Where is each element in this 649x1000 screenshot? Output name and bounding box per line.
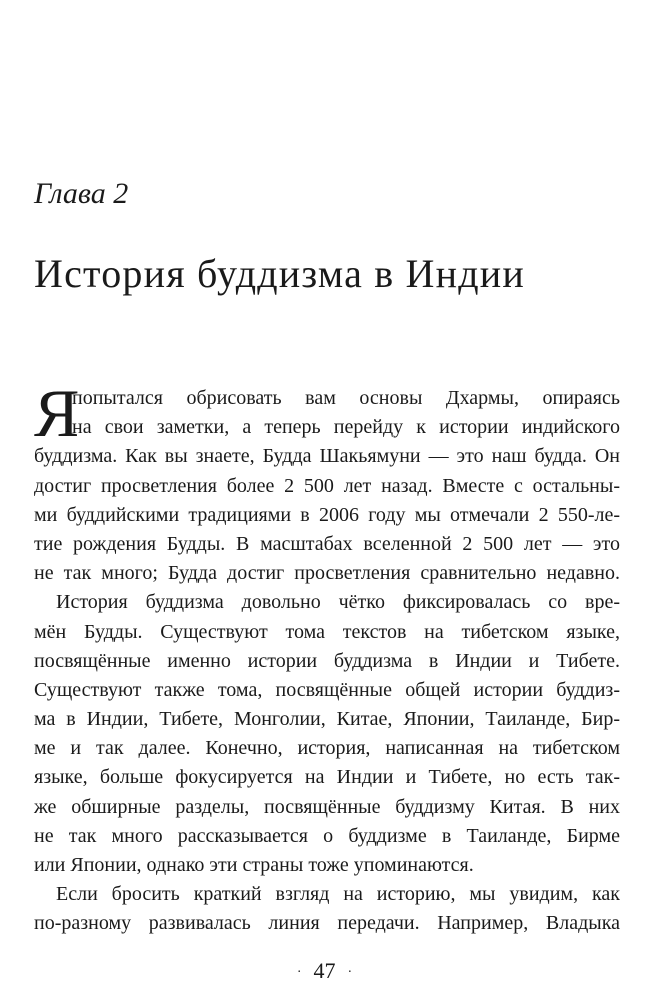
paragraph-line: ме и так далее. Конечно, история, написанная на тибетском [34, 737, 620, 760]
paragraph-line: История буддизма довольно чётко фиксировалась со вре- [56, 591, 620, 614]
paragraph-line: попытался обрисовать вам основы Дхармы, опираясь [72, 387, 620, 409]
page-number-value: 47 [313, 958, 336, 983]
paragraph-line: достиг просветления более 2 500 лет назад. Вместе с остальны- [34, 474, 620, 497]
paragraph-line: посвящённые именно истории буддизма в Индии и Тибете. [34, 649, 620, 672]
paragraph-line: по-разному развивалась линия передачи. Например, Владыка [34, 912, 620, 935]
paragraph-line: Если бросить краткий взгляд на историю, мы увидим, как [56, 883, 620, 906]
paragraph-line: на свои заметки, а теперь перейду к истории индийского [72, 416, 620, 439]
paragraph-line: или Японии, однако эти страны тоже упоминаются. [34, 854, 474, 876]
page-number [0, 958, 649, 986]
paragraph-line: Существуют также тома, посвящённые общей истории буддиз- [34, 678, 620, 701]
page-number-dot-left: · [296, 964, 302, 980]
paragraph-line: мён Будды. Существуют тома текстов на тибетском языке, [34, 620, 620, 643]
chapter-label: Глава 2 [34, 177, 129, 210]
paragraph-line: не так много; Будда достиг просветления сравнительно недавно. [34, 562, 620, 585]
paragraph-line: ми буддийскими традициями в 2006 году мы отмечали 2 550-ле- [34, 503, 620, 526]
paragraph-line: же обширные разделы, посвящённые буддизму Китая. В них [34, 795, 620, 818]
paragraph-line: не так много рассказывается о буддизме в Таиланде, Бирме [34, 824, 620, 847]
body-text [34, 375, 620, 939]
drop-cap: Я [34, 375, 80, 451]
paragraph-line: языке, больше фокусируется на Индии и Тибете, но есть так- [34, 766, 620, 789]
chapter-title: История буддизма в Индии [34, 251, 525, 296]
page-number-dot-right: · [347, 964, 353, 980]
paragraph-line: тие рождения Будды. В масштабах вселенной 2 500 лет — это [34, 532, 620, 555]
paragraph-line: ма в Индии, Тибете, Монголии, Китае, Японии, Таиланде, Бир- [34, 708, 620, 731]
paragraph-line: буддизма. Как вы знаете, Будда Шакьямуни — это наш будда. Он [34, 445, 620, 468]
